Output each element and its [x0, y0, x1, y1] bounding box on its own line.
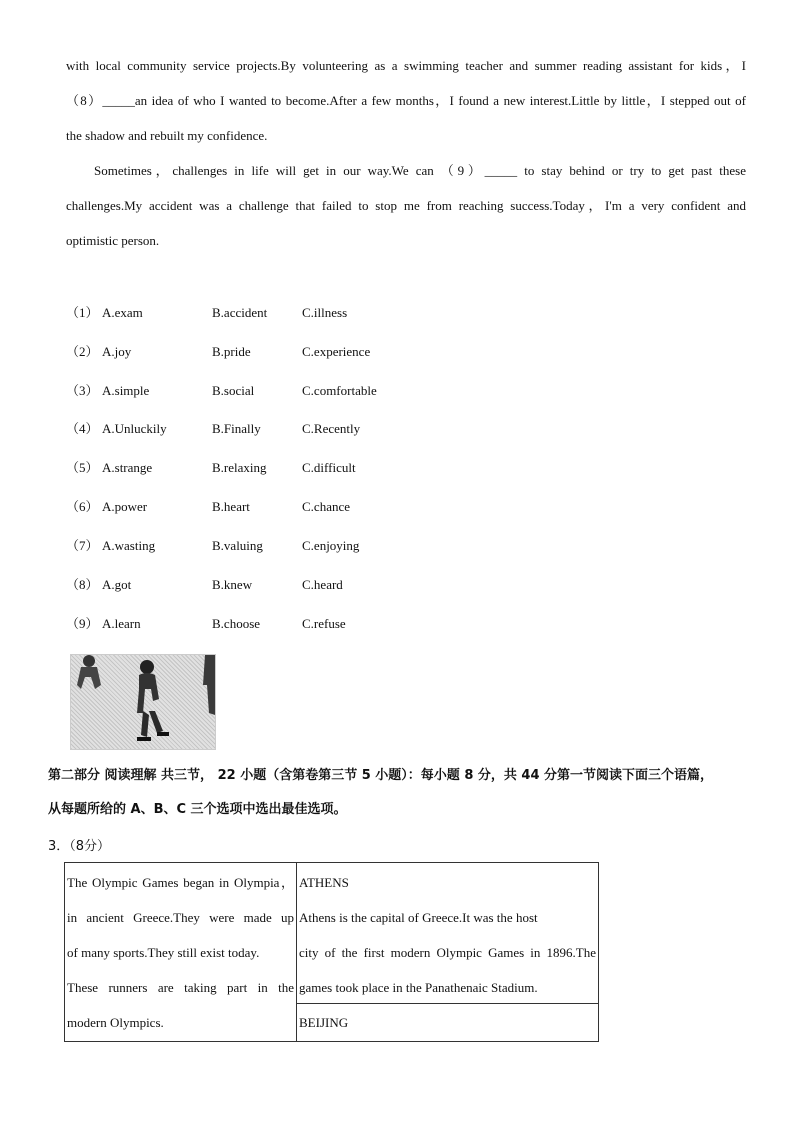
option-a: A.exam [102, 305, 143, 320]
option-b: B.heart [212, 499, 250, 514]
option-b: B.relaxing [212, 460, 267, 475]
passage-line: with local community service projects.By volunteering as a swimming teacher and summer reading assistant for kids，I [66, 58, 746, 73]
option-number: （4） [66, 421, 99, 436]
option-number: （9） [66, 616, 99, 631]
table-text-line: Athens is the capital of Greece.It was the host [299, 910, 538, 925]
skater-photo [70, 654, 216, 750]
table-beijing-cell [297, 1004, 599, 1042]
table-text-line: These runners are taking part in the [67, 980, 294, 995]
option-b: B.Finally [212, 421, 261, 436]
section-heading: 第二部分 阅读理解 共三节， 22 小题（含第卷第三节 5 小题）：每小题 8 分，共 44 分第一节阅读下面三个语篇， [48, 768, 714, 783]
section-instructions: 从每题所给的 A、B、C 三个选项中选出最佳选项。 [48, 802, 347, 817]
skater-figure-icon [71, 655, 215, 749]
passage-line: challenges.My accident was a challenge that failed to stop me from reaching success.Today，I'm a very confident and [66, 198, 746, 213]
option-a: A.strange [102, 460, 153, 475]
option-b: B.pride [212, 344, 251, 359]
question-number: 3．（8分） [48, 839, 111, 854]
option-c: C.refuse [302, 616, 346, 631]
table-text-line: in ancient Greece.They were made up [67, 910, 294, 925]
option-c: C.experience [302, 344, 371, 359]
passage-line: （8）_____an idea of who I wanted to become.After a few months，I found a new interest.Little by little，I stepped out of [66, 93, 746, 108]
table-text-line: city of the first modern Olympic Games in 1896.The [299, 945, 596, 960]
option-c: C.illness [302, 305, 348, 320]
option-a: A.got [102, 577, 132, 592]
option-number: （8） [66, 577, 99, 592]
option-number: （5） [66, 460, 99, 475]
option-b: B.accident [212, 305, 268, 320]
olympic-table [64, 862, 599, 1042]
table-athens-cell [297, 863, 599, 1004]
table-text-line: games took place in the Panathenaic Stadium. [299, 980, 538, 995]
table-text-line: modern Olympics. [67, 1015, 164, 1030]
option-a: A.wasting [102, 538, 156, 553]
option-b: B.knew [212, 577, 253, 592]
table-text-line: of many sports.They still exist today. [67, 945, 260, 960]
option-c: C.enjoying [302, 538, 360, 553]
option-c: C.Recently [302, 421, 361, 436]
option-number: （1） [66, 305, 99, 320]
table-left-cell [65, 863, 297, 1042]
option-c: C.heard [302, 577, 343, 592]
option-number: （7） [66, 538, 99, 553]
option-b: B.choose [212, 616, 261, 631]
passage-line: optimistic person. [66, 233, 160, 248]
option-b: B.valuing [212, 538, 263, 553]
passage-line: Sometimes，challenges in life will get in our way.We can （9）_____ to stay behind or try to get past these [94, 163, 746, 178]
passage-line: the shadow and rebuilt my confidence. [66, 128, 268, 143]
beijing-title: BEIJING [299, 1015, 349, 1030]
option-c: C.difficult [302, 460, 356, 475]
option-number: （2） [66, 344, 99, 359]
option-a: A.power [102, 499, 148, 514]
option-c: C.comfortable [302, 383, 377, 398]
option-number: （3） [66, 383, 99, 398]
athens-title: ATHENS [299, 875, 349, 890]
option-a: A.learn [102, 616, 141, 631]
option-c: C.chance [302, 499, 351, 514]
option-a: A.Unluckily [102, 421, 167, 436]
option-a: A.joy [102, 344, 132, 359]
option-a: A.simple [102, 383, 150, 398]
option-number: （6） [66, 499, 99, 514]
table-text-line: The Olympic Games began in Olympia， [67, 875, 294, 890]
option-b: B.social [212, 383, 255, 398]
